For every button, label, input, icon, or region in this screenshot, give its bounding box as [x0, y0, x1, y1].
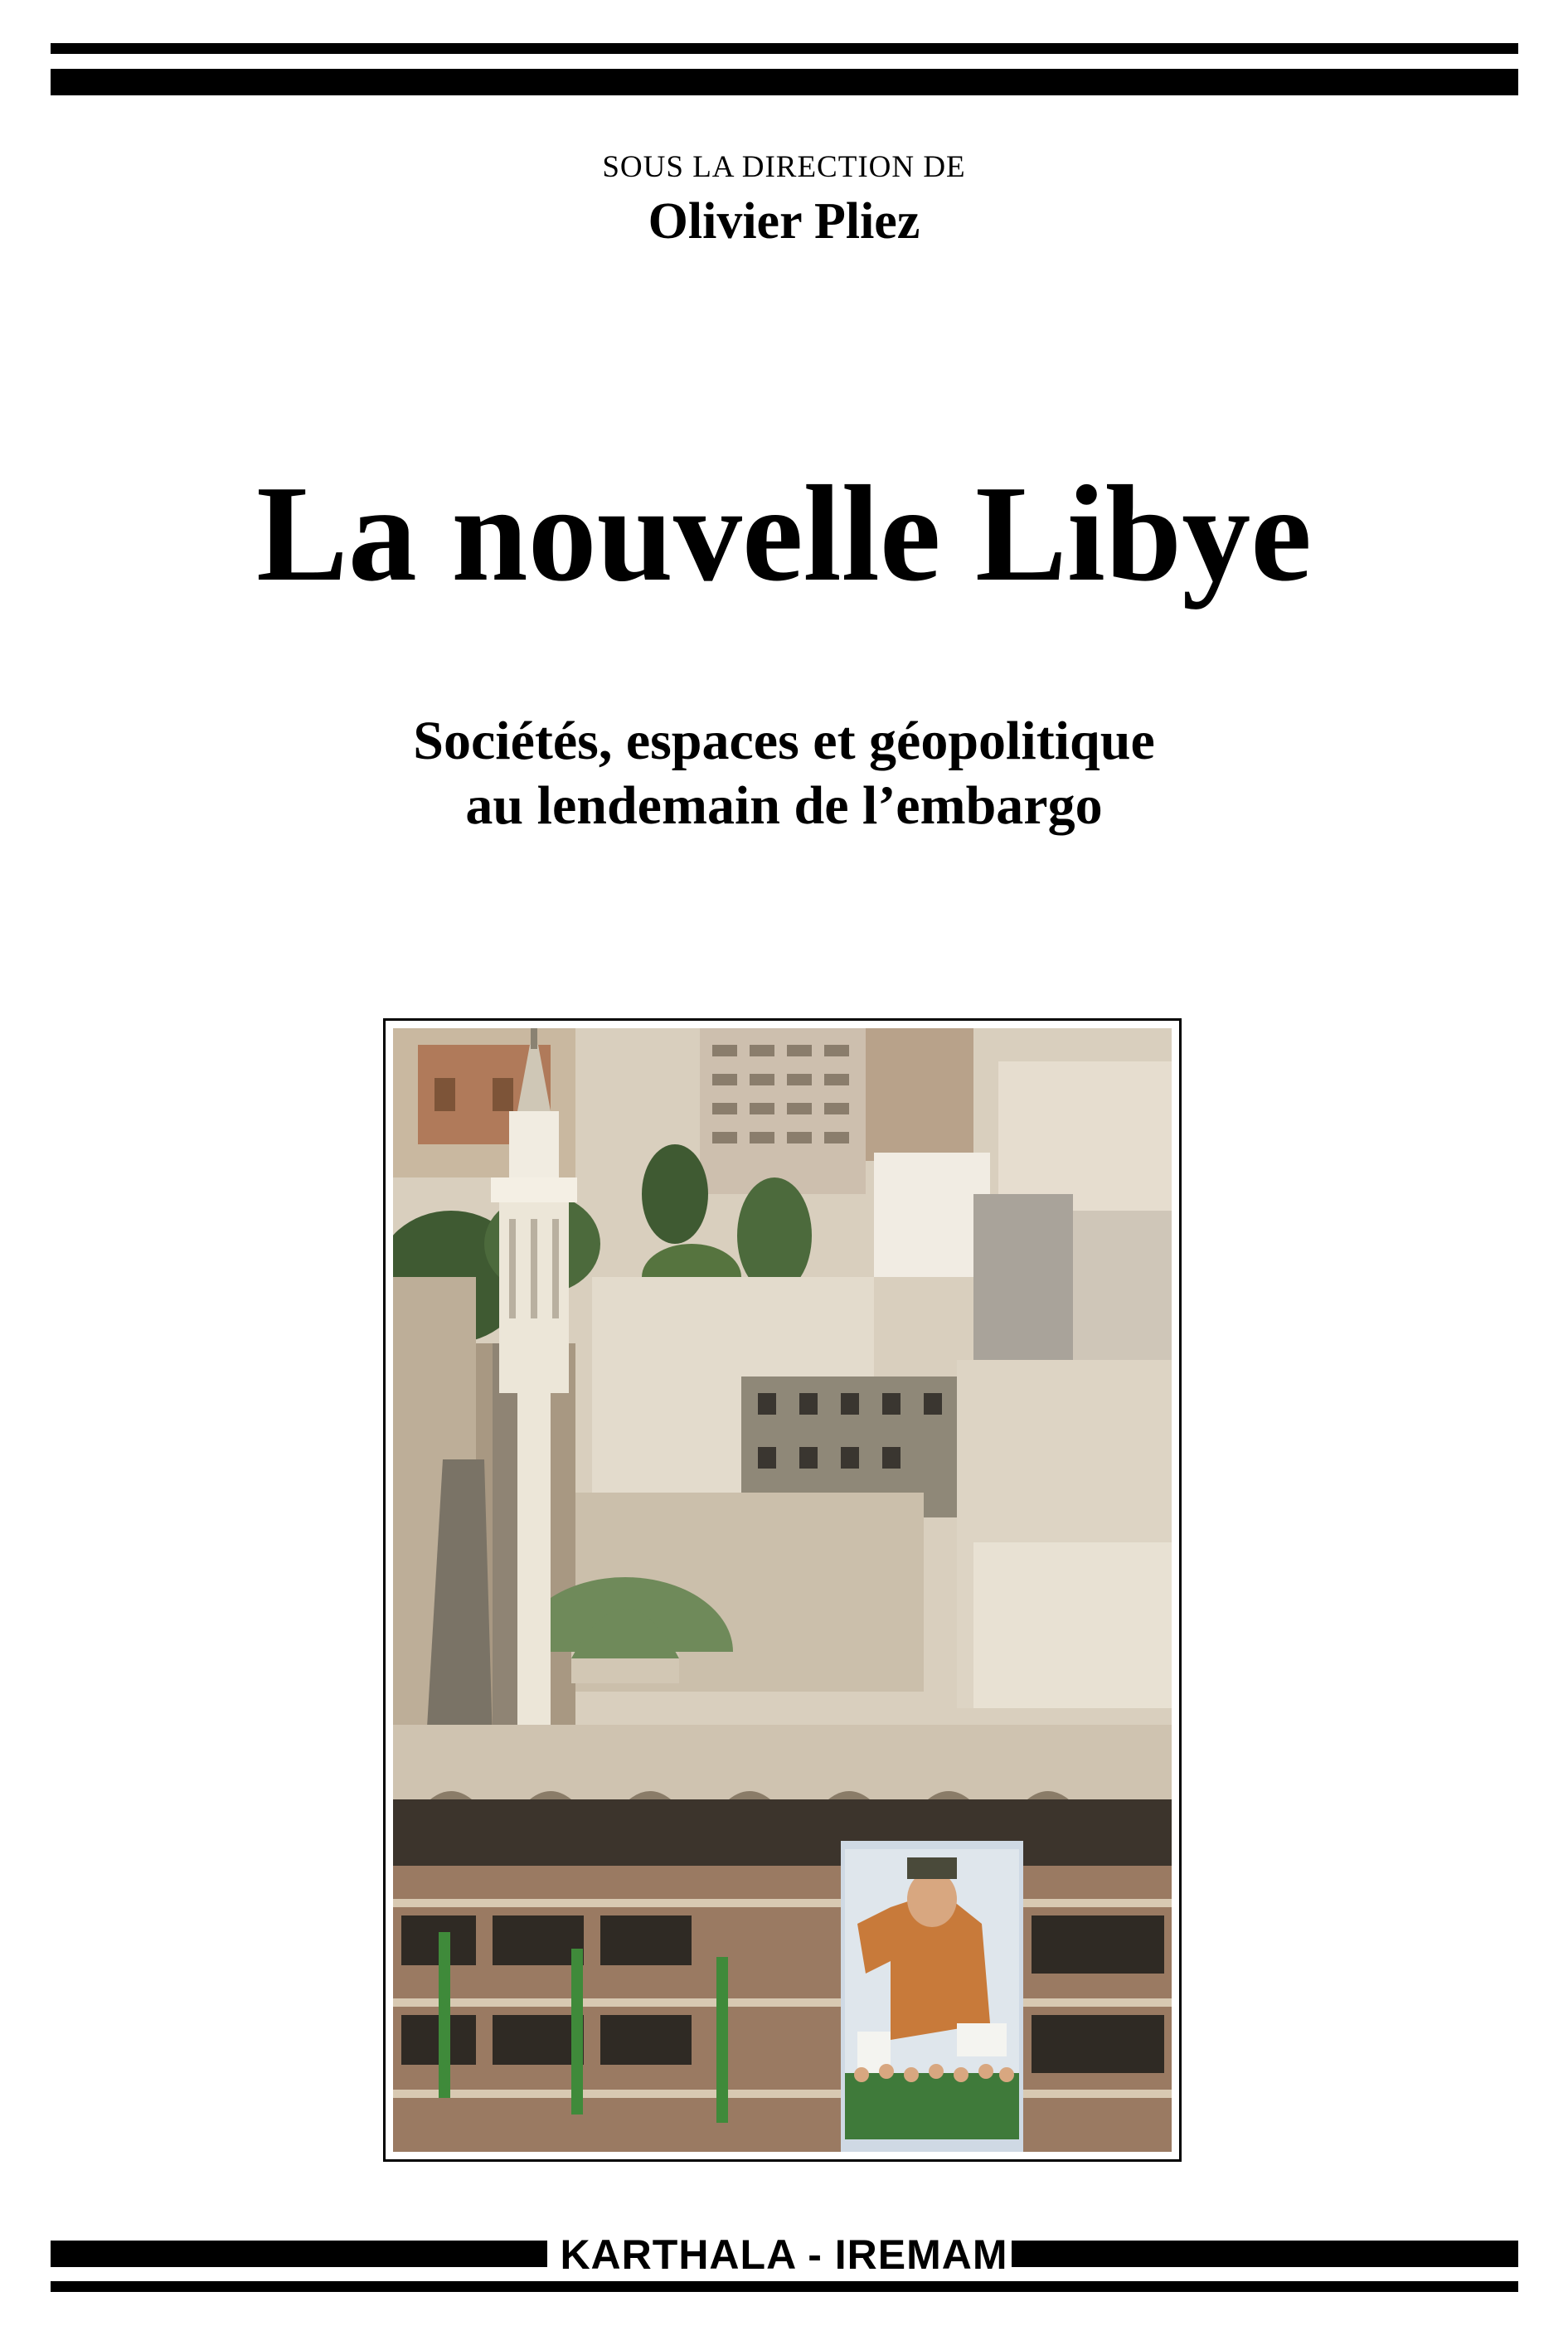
top-thick-rule — [51, 69, 1518, 95]
subtitle-line-1: Sociétés, espaces et géopolitique — [413, 711, 1155, 771]
cover-photo-frame — [383, 1018, 1182, 2162]
subtitle-line-2: au lendemain de l’embargo — [465, 775, 1103, 836]
book-title: La nouvelle Libye — [256, 457, 1312, 609]
publisher-name: KARTHALA - IREMAM — [560, 2231, 1008, 2278]
top-thin-rule — [51, 43, 1518, 54]
editor-kicker: SOUS LA DIRECTION DE — [602, 150, 966, 184]
bottom-thin-rule — [51, 2281, 1518, 2292]
city-photo-illustration — [393, 1028, 1172, 2152]
cover-photo — [393, 1028, 1172, 2152]
author-name: Olivier Pliez — [648, 193, 920, 250]
book-subtitle — [0, 709, 1568, 838]
